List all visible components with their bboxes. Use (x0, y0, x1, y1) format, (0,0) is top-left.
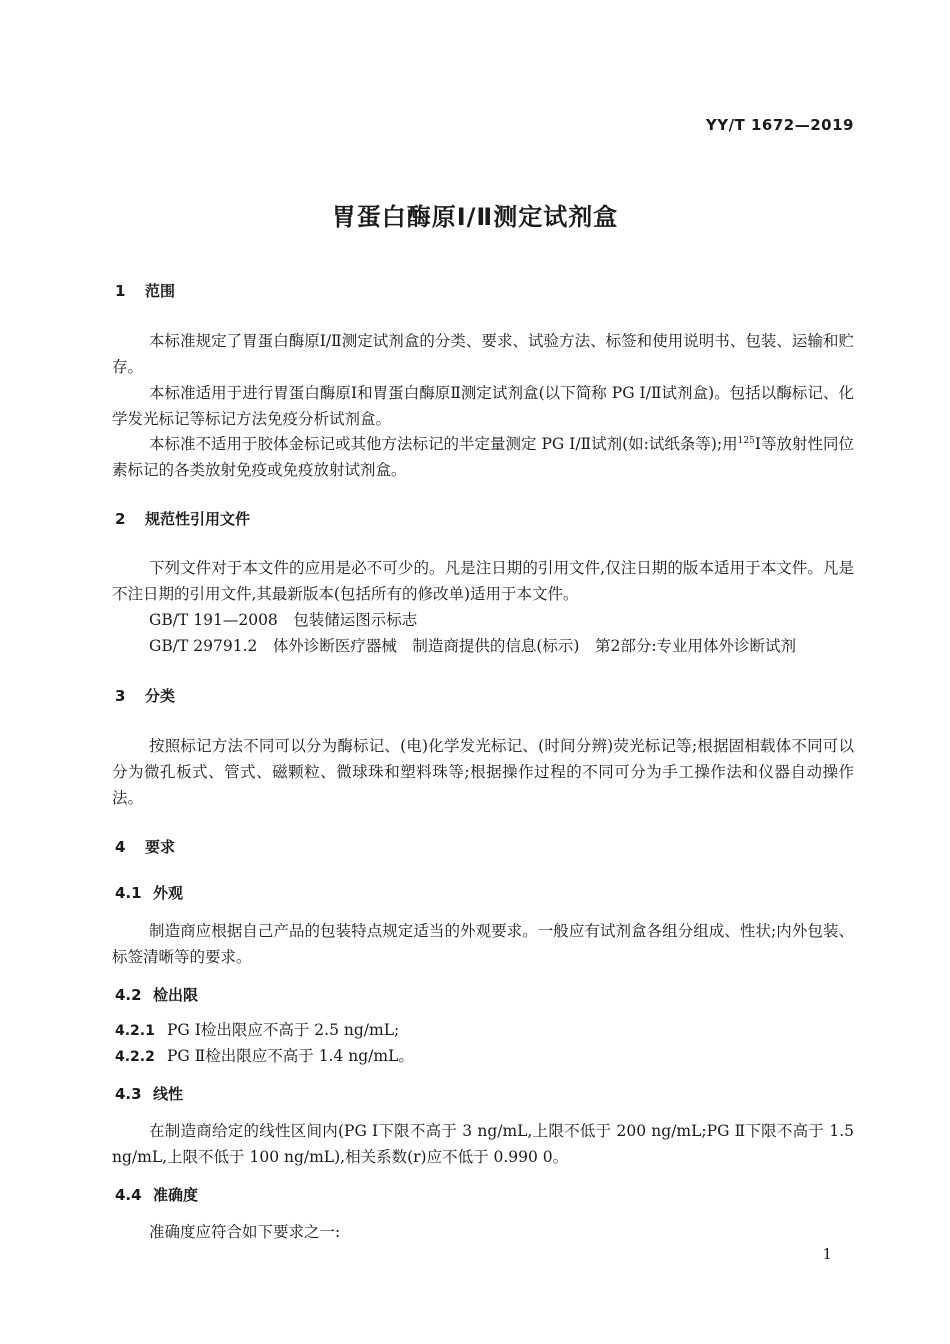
subsection-number: 4.4 (115, 1186, 142, 1204)
section-number: 4 (115, 838, 126, 856)
subsection-4-1-heading (115, 882, 183, 903)
subsection-number: 4.1 (115, 884, 142, 902)
subsection-title: 准确度 (153, 1186, 199, 1204)
section-title: 分类 (145, 687, 176, 705)
clause-4-2-2 (115, 1044, 414, 1066)
section-1-paragraph-1: 本标准规定了胃蛋白酶原Ⅰ/Ⅱ测定试剂盒的分类、要求、试验方法、标签和使用说明书、包装、运输和贮存。 (112, 332, 854, 376)
page-number: 1 (822, 1245, 832, 1263)
section-title: 规范性引用文件 (145, 510, 251, 528)
section-4-heading (115, 836, 175, 857)
subsection-title: 线性 (153, 1085, 184, 1103)
reference-gb-t-29791-2: GB/T 29791.2 体外诊断医疗器械 制造商提供的信息(标示) 第2部分:专业用体外诊断试剂 (149, 637, 797, 655)
reference-gb-t-191: GB/T 191—2008 包装储运图示标志 (149, 611, 418, 629)
subsection-4-4-paragraph: 准确度应符合如下要求之一: (149, 1223, 341, 1241)
clause-number: 4.2.2 (115, 1049, 155, 1065)
clause-number: 4.2.1 (115, 1023, 155, 1039)
paragraph-text: I等放射性同位素标记的各类放射免疫或免疫放射试剂盒。 (112, 435, 854, 479)
section-1-paragraph-3 (112, 431, 854, 483)
section-1-heading (115, 280, 175, 301)
subsection-number: 4.3 (115, 1085, 142, 1103)
section-number: 3 (115, 687, 126, 705)
isotope-superscript: 125 (737, 436, 755, 446)
standard-code: YY/T 1672—2019 (705, 116, 854, 134)
section-title: 范围 (145, 282, 176, 300)
section-number: 2 (115, 510, 126, 528)
subsection-4-2-heading (115, 984, 198, 1005)
paragraph-text: 本标准不适用于胶体金标记或其他方法标记的半定量测定 PG Ⅰ/Ⅱ试剂(如:试纸条等);用 (149, 435, 738, 453)
section-2-heading (115, 508, 250, 529)
section-2-paragraph-1: 下列文件对于本文件的应用是必不可少的。凡是注日期的引用文件,仅注日期的版本适用于本文件。凡是不注日期的引用文件,其最新版本(包括所有的修改单)适用于本文件。 (112, 559, 854, 603)
section-3-paragraph-1: 按照标记方法不同可以分为酶标记、(电)化学发光标记、(时间分辨)荧光标记等;根据固相载体不同可以分为微孔板式、管式、磁颗粒、微球珠和塑料珠等;根据操作过程的不同可分为手工操作法和仪器自动操作法。 (112, 737, 854, 807)
subsection-4-4-heading (115, 1184, 198, 1205)
clause-text: PG Ⅱ检出限应不高于 1.4 ng/mL。 (167, 1047, 414, 1065)
section-number: 1 (115, 282, 126, 300)
subsection-number: 4.2 (115, 986, 142, 1004)
section-3-heading (115, 685, 175, 706)
subsection-title: 检出限 (153, 986, 199, 1004)
subsection-4-1-paragraph: 制造商应根据自己产品的包装特点规定适当的外观要求。一般应有试剂盒各组分组成、性状;内外包装、标签清晰等的要求。 (112, 922, 854, 966)
subsection-title: 外观 (153, 884, 184, 902)
section-title: 要求 (145, 838, 176, 856)
document-title: 胃蛋白酶原Ⅰ/Ⅱ测定试剂盒 (331, 203, 619, 231)
subsection-4-3-heading (115, 1083, 183, 1104)
section-1-paragraph-2: 本标准适用于进行胃蛋白酶原Ⅰ和胃蛋白酶原Ⅱ测定试剂盒(以下简称 PG Ⅰ/Ⅱ试剂盒)。包括以酶标记、化学发光标记等标记方法免疫分析试剂盒。 (112, 384, 854, 428)
clause-text: PG Ⅰ检出限应不高于 2.5 ng/mL; (167, 1021, 400, 1039)
clause-4-2-1 (115, 1018, 399, 1040)
subsection-4-3-paragraph: 在制造商给定的线性区间内(PG Ⅰ下限不高于 3 ng/mL,上限不低于 200 ng/mL;PG Ⅱ下限不高于 1.5 ng/mL,上限不低于 100 ng/mL),相关系数(r)应不低于 0.990 0。 (112, 1122, 854, 1166)
